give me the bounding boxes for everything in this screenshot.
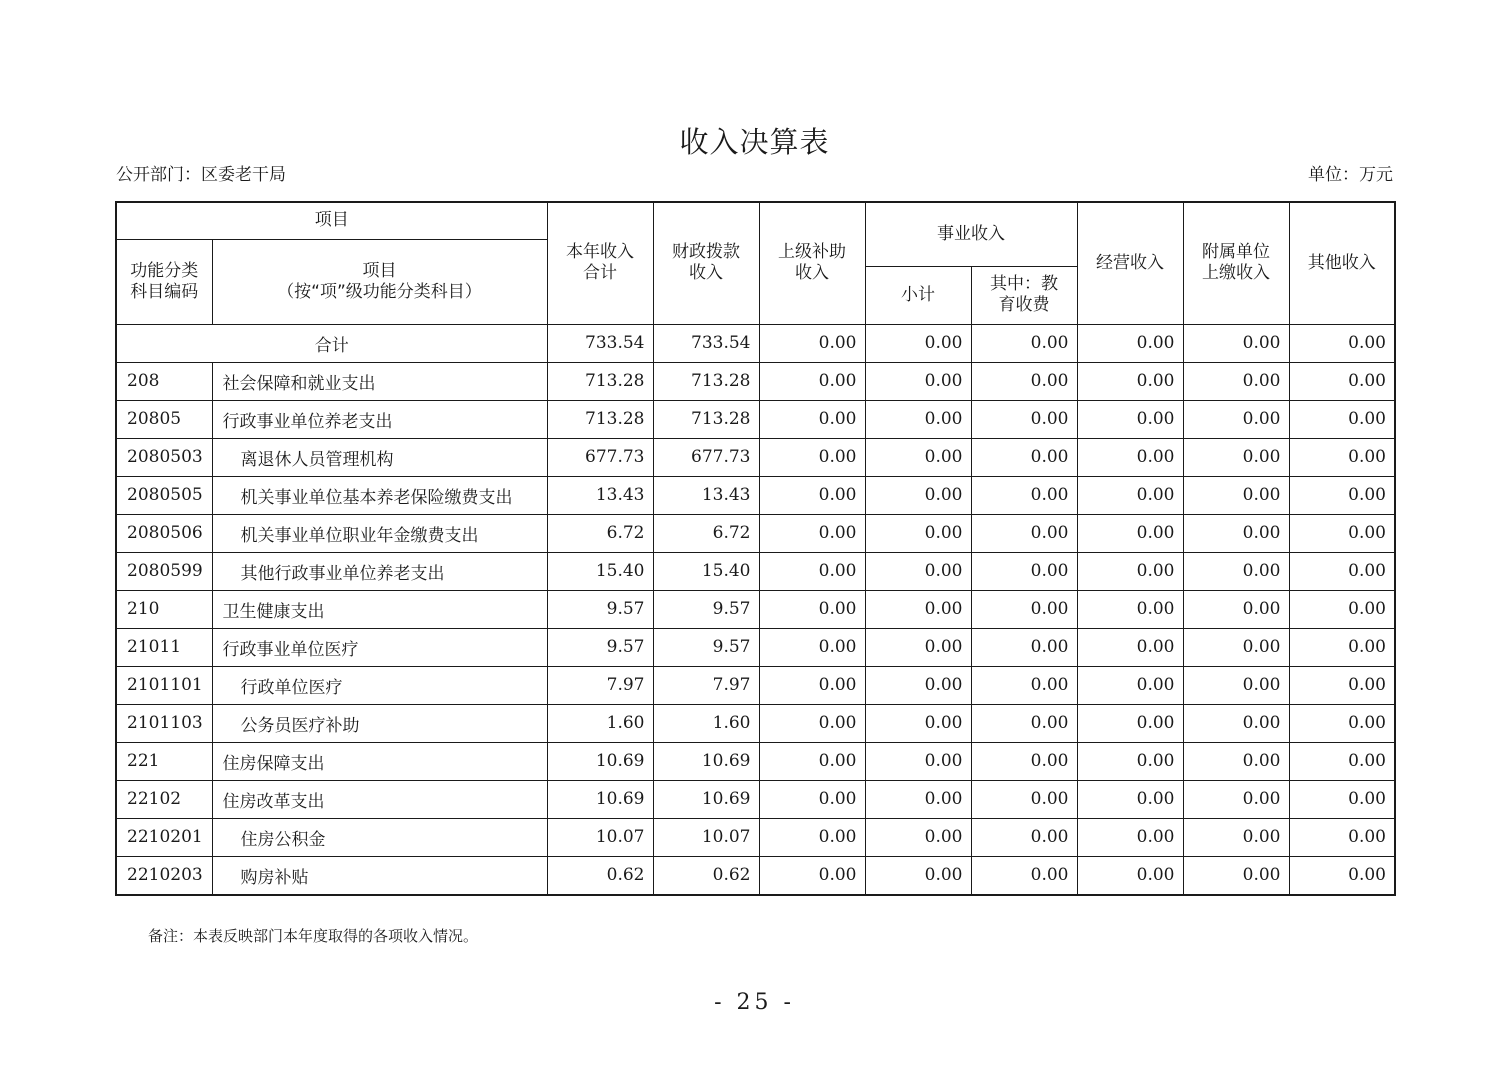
- table-row: [116, 666, 1395, 704]
- row-value: 0.00: [865, 476, 971, 514]
- row-value: 0.00: [1183, 514, 1289, 552]
- row-name: 离退休人员管理机构: [212, 438, 547, 476]
- row-value: 6.72: [653, 514, 759, 552]
- header-business-income: 事业收入: [865, 202, 1077, 266]
- row-value: 0.00: [1289, 400, 1395, 438]
- row-value: 0.00: [865, 666, 971, 704]
- row-value: 0.00: [1183, 818, 1289, 856]
- row-code: 208: [116, 362, 212, 400]
- row-value: 0.00: [1289, 476, 1395, 514]
- row-value: 0.00: [1183, 780, 1289, 818]
- total-value: 0.00: [1183, 324, 1289, 362]
- row-code: 2210203: [116, 856, 212, 895]
- header-affiliated: [1183, 202, 1289, 324]
- row-value: 0.00: [1183, 400, 1289, 438]
- table-row: [116, 742, 1395, 780]
- row-value: 0.00: [971, 742, 1077, 780]
- row-value: 0.00: [1289, 590, 1395, 628]
- header-project: 项目: [116, 202, 547, 239]
- row-value: 0.00: [1077, 362, 1183, 400]
- row-value: 0.00: [759, 856, 865, 895]
- row-value: 713.28: [653, 362, 759, 400]
- row-value: 0.00: [1289, 856, 1395, 895]
- row-value: 13.43: [653, 476, 759, 514]
- row-value: 0.62: [653, 856, 759, 895]
- row-value: 0.00: [1183, 476, 1289, 514]
- row-value: 0.00: [1183, 666, 1289, 704]
- row-value: 0.00: [759, 666, 865, 704]
- row-value: 0.00: [1077, 742, 1183, 780]
- total-value: 0.00: [971, 324, 1077, 362]
- header-edu-fee: [971, 266, 1077, 324]
- row-value: 0.00: [971, 590, 1077, 628]
- row-value: 0.00: [971, 818, 1077, 856]
- table-row: [116, 400, 1395, 438]
- total-value: 0.00: [759, 324, 865, 362]
- row-value: 0.00: [1183, 742, 1289, 780]
- row-value: 0.00: [865, 818, 971, 856]
- row-value: 0.00: [971, 514, 1077, 552]
- row-code: 210: [116, 590, 212, 628]
- page-number: - 25 -: [714, 990, 795, 1015]
- table-row: [116, 818, 1395, 856]
- row-value: 713.28: [547, 400, 653, 438]
- header-total-income: [547, 202, 653, 324]
- header-project-name-line2: （按“项”级功能分类科目）: [277, 281, 482, 302]
- row-value: 0.00: [759, 476, 865, 514]
- row-value: 0.00: [865, 742, 971, 780]
- row-name: 住房改革支出: [212, 780, 547, 818]
- row-value: 0.00: [759, 628, 865, 666]
- table-row: [116, 628, 1395, 666]
- row-value: 0.00: [865, 780, 971, 818]
- row-value: 0.00: [1183, 628, 1289, 666]
- row-value: 0.00: [759, 704, 865, 742]
- row-value: 0.00: [1077, 590, 1183, 628]
- row-value: 0.00: [865, 552, 971, 590]
- row-value: 0.00: [1183, 362, 1289, 400]
- row-value: 0.62: [547, 856, 653, 895]
- row-value: 677.73: [547, 438, 653, 476]
- row-value: 6.72: [547, 514, 653, 552]
- row-value: 0.00: [1077, 400, 1183, 438]
- row-value: 0.00: [1289, 438, 1395, 476]
- row-value: 0.00: [1183, 438, 1289, 476]
- row-value: 0.00: [971, 362, 1077, 400]
- row-value: 9.57: [547, 628, 653, 666]
- income-table: [115, 201, 1396, 896]
- row-value: 15.40: [547, 552, 653, 590]
- row-value: 0.00: [971, 400, 1077, 438]
- row-value: 10.69: [653, 742, 759, 780]
- row-value: 0.00: [1289, 362, 1395, 400]
- row-value: 0.00: [865, 514, 971, 552]
- row-name: 机关事业单位基本养老保险缴费支出: [212, 476, 547, 514]
- row-name: 机关事业单位职业年金缴费支出: [212, 514, 547, 552]
- row-value: 0.00: [971, 780, 1077, 818]
- row-value: 0.00: [1077, 514, 1183, 552]
- row-name: 住房公积金: [212, 818, 547, 856]
- row-value: 0.00: [1289, 742, 1395, 780]
- row-value: 10.07: [653, 818, 759, 856]
- row-value: 1.60: [653, 704, 759, 742]
- table-row: [116, 438, 1395, 476]
- row-value: 0.00: [865, 438, 971, 476]
- row-value: 0.00: [865, 400, 971, 438]
- header-subtotal: 小计: [865, 266, 971, 324]
- row-code: 2101103: [116, 704, 212, 742]
- table-row: [116, 362, 1395, 400]
- table-row: [116, 552, 1395, 590]
- row-value: 713.28: [547, 362, 653, 400]
- row-value: 0.00: [759, 780, 865, 818]
- row-name: 行政事业单位养老支出: [212, 400, 547, 438]
- row-value: 0.00: [971, 704, 1077, 742]
- row-value: 0.00: [1077, 628, 1183, 666]
- table-row: [116, 780, 1395, 818]
- table-row: [116, 476, 1395, 514]
- table-row: [116, 856, 1395, 895]
- row-value: 0.00: [971, 476, 1077, 514]
- header-fiscal-text: 财政拨款收入: [672, 242, 740, 284]
- row-value: 0.00: [865, 704, 971, 742]
- row-code: 22102: [116, 780, 212, 818]
- row-value: 0.00: [971, 552, 1077, 590]
- row-value: 0.00: [865, 856, 971, 895]
- row-value: 0.00: [759, 362, 865, 400]
- row-value: 0.00: [759, 438, 865, 476]
- header-affiliated-text: 附属单位上缴收入: [1202, 242, 1270, 284]
- header-edu-fee-text: 其中：教育收费: [990, 274, 1058, 315]
- total-value: 0.00: [1289, 324, 1395, 362]
- row-value: 0.00: [1183, 552, 1289, 590]
- row-value: 10.07: [547, 818, 653, 856]
- header-other: 其他收入: [1289, 202, 1395, 324]
- row-value: 0.00: [971, 666, 1077, 704]
- row-code: 2080505: [116, 476, 212, 514]
- row-code: 2080506: [116, 514, 212, 552]
- row-value: 0.00: [1289, 628, 1395, 666]
- row-value: 0.00: [1077, 856, 1183, 895]
- table-row: [116, 590, 1395, 628]
- total-value: 0.00: [865, 324, 971, 362]
- row-value: 0.00: [971, 628, 1077, 666]
- table-row: [116, 704, 1395, 742]
- row-value: 0.00: [759, 590, 865, 628]
- row-name: 行政事业单位医疗: [212, 628, 547, 666]
- total-value: 733.54: [653, 324, 759, 362]
- total-value: 0.00: [1077, 324, 1183, 362]
- row-value: 0.00: [1077, 666, 1183, 704]
- row-value: 0.00: [1077, 552, 1183, 590]
- row-code: 2210201: [116, 818, 212, 856]
- row-value: 0.00: [1077, 438, 1183, 476]
- row-value: 0.00: [759, 552, 865, 590]
- row-value: 0.00: [865, 362, 971, 400]
- row-value: 0.00: [1077, 818, 1183, 856]
- table-note: 备注：本表反映部门本年度取得的各项收入情况。: [148, 927, 479, 945]
- row-name: 卫生健康支出: [212, 590, 547, 628]
- row-value: 0.00: [1289, 780, 1395, 818]
- table-header: [116, 202, 1395, 324]
- row-value: 0.00: [1289, 552, 1395, 590]
- total-row: [116, 324, 1395, 362]
- row-value: 0.00: [1289, 514, 1395, 552]
- row-name: 公务员医疗补助: [212, 704, 547, 742]
- row-value: 0.00: [1077, 476, 1183, 514]
- row-name: 住房保障支出: [212, 742, 547, 780]
- row-value: 0.00: [1183, 856, 1289, 895]
- total-value: 733.54: [547, 324, 653, 362]
- row-value: 9.57: [547, 590, 653, 628]
- row-code: 20805: [116, 400, 212, 438]
- row-name: 行政单位医疗: [212, 666, 547, 704]
- row-name: 社会保障和就业支出: [212, 362, 547, 400]
- row-value: 0.00: [1077, 780, 1183, 818]
- total-label: 合计: [116, 324, 547, 362]
- row-value: 713.28: [653, 400, 759, 438]
- row-value: 0.00: [865, 590, 971, 628]
- row-value: 9.57: [653, 590, 759, 628]
- row-value: 0.00: [971, 856, 1077, 895]
- row-value: 0.00: [1289, 818, 1395, 856]
- row-value: 0.00: [1183, 704, 1289, 742]
- row-value: 0.00: [759, 514, 865, 552]
- row-code: 2101101: [116, 666, 212, 704]
- header-total-income-text: 本年收入合计: [566, 242, 634, 284]
- row-value: 0.00: [971, 438, 1077, 476]
- row-value: 0.00: [1289, 704, 1395, 742]
- row-value: 7.97: [547, 666, 653, 704]
- department-label: 公开部门：区委老干局: [116, 165, 286, 185]
- row-value: 0.00: [865, 628, 971, 666]
- row-value: 0.00: [1183, 590, 1289, 628]
- row-value: 0.00: [759, 818, 865, 856]
- row-value: 10.69: [547, 780, 653, 818]
- row-code: 2080503: [116, 438, 212, 476]
- table-row: [116, 514, 1395, 552]
- row-value: 13.43: [547, 476, 653, 514]
- header-operating: 经营收入: [1077, 202, 1183, 324]
- header-superior-subsidy: [759, 202, 865, 324]
- header-func-code-text: 功能分类科目编码: [130, 260, 199, 302]
- header-func-code: [116, 239, 212, 324]
- row-name: 其他行政事业单位养老支出: [212, 552, 547, 590]
- row-value: 0.00: [1289, 666, 1395, 704]
- table-body: [116, 324, 1395, 895]
- header-superior-subsidy-text: 上级补助收入: [778, 242, 846, 284]
- row-value: 677.73: [653, 438, 759, 476]
- header-project-name-line1: 项目: [362, 260, 397, 281]
- row-value: 1.60: [547, 704, 653, 742]
- row-value: 10.69: [653, 780, 759, 818]
- row-value: 10.69: [547, 742, 653, 780]
- header-fiscal: [653, 202, 759, 324]
- row-value: 0.00: [1077, 704, 1183, 742]
- row-value: 0.00: [759, 400, 865, 438]
- row-value: 7.97: [653, 666, 759, 704]
- unit-label: 单位：万元: [1308, 165, 1393, 185]
- page-title: 收入决算表: [679, 125, 830, 159]
- row-value: 9.57: [653, 628, 759, 666]
- row-value: 0.00: [759, 742, 865, 780]
- row-code: 21011: [116, 628, 212, 666]
- row-value: 15.40: [653, 552, 759, 590]
- row-code: 2080599: [116, 552, 212, 590]
- header-project-name: [212, 239, 547, 324]
- row-code: 221: [116, 742, 212, 780]
- row-name: 购房补贴: [212, 856, 547, 895]
